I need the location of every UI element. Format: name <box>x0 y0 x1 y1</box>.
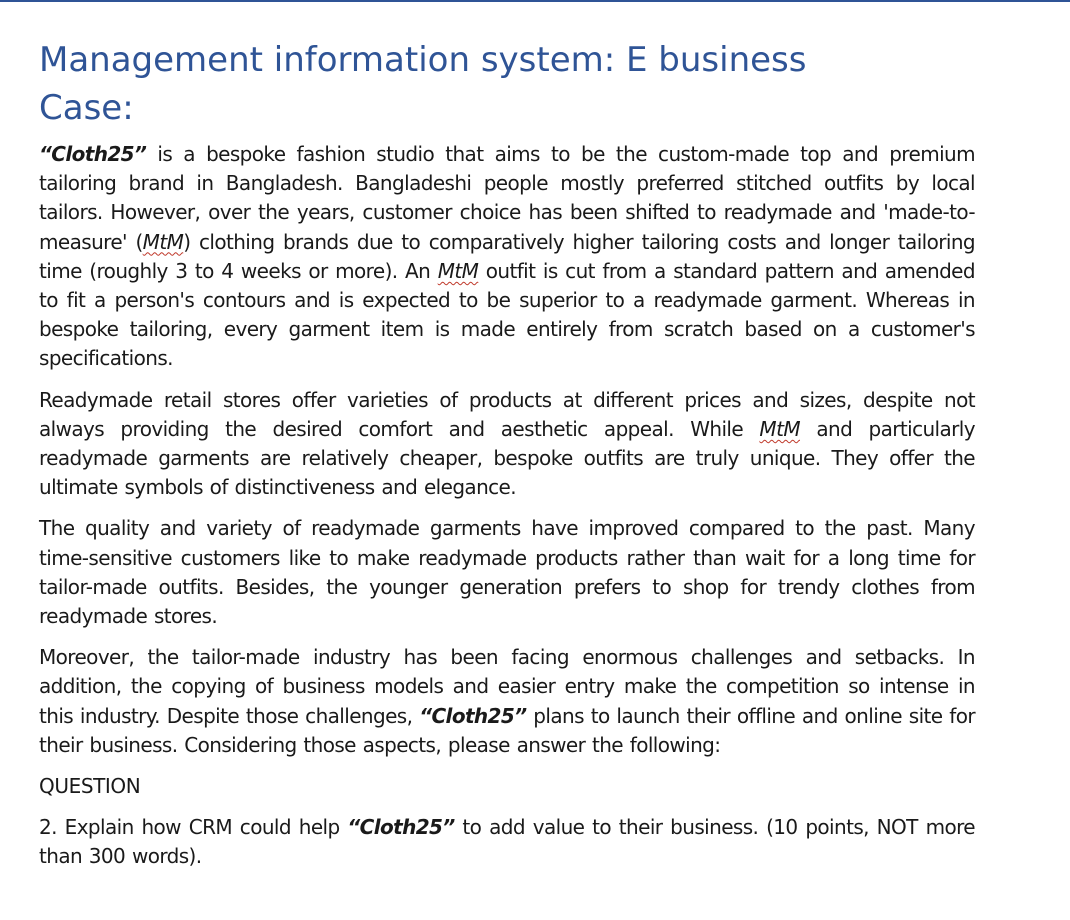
paragraph-4 <box>39 643 975 760</box>
brand-name: “Cloth25” <box>419 703 527 728</box>
document-page <box>39 36 975 883</box>
question-text-2: to add value to their business. (10 points, NOT more than 300 words). <box>39 815 975 869</box>
brand-name: “Cloth25” <box>39 142 147 166</box>
mtm-term: MtM <box>142 229 184 254</box>
title-line-2: Case: <box>39 88 134 128</box>
paragraph-2 <box>39 386 975 503</box>
paragraph-1 <box>39 140 975 374</box>
p2-text-2: and particularly readymade garments are relatively cheaper, bespoke outfits are truly unique. They offer the ultimate symbols of distinctiveness and elegance. <box>39 416 975 500</box>
question-text <box>39 813 975 871</box>
p1-text-3: outfit is cut from a standard pattern and amended to fit a person's contours and is expected to be superior to a readymade garment. Whereas in bespoke tailoring, every garment item is made entirely from scratch based on a customer's specifications. <box>39 258 975 371</box>
p2-text-1: Readymade retail stores offer varieties of products at different prices and sizes, despite not always providing the desired comfort and aesthetic appeal. While <box>39 387 975 441</box>
paragraph-3: The quality and variety of readymade garments have improved compared to the past. Many time-sensitive customers like to make readymade products rather than wait for a long time for tailor-made outfits. Besides, the younger generation prefers to shop for trendy clothes from readymade stores. <box>39 516 975 629</box>
p4-text-2: plans to launch their offline and online site for their business. Considering those aspects, please answer the following: <box>39 703 975 757</box>
document-title <box>39 36 975 132</box>
p4-text-1: Moreover, the tailor-made industry has been facing enormous challenges and setbacks. In addition, the copying of business models and easier entry make the competition so intense in this industry. Despite those challenges, <box>39 645 975 728</box>
question-heading: QUESTION <box>39 774 141 799</box>
p1-text-1: is a bespoke fashion studio that aims to be the custom-made top and premium tailoring brand in Bangladesh. Bangladeshi people mostly preferred stitched outfits by local tailors. However, over the years, customer choice has been shifted to readymade and 'made-to-measure' ( <box>39 142 975 254</box>
mtm-term: MtM <box>437 258 479 283</box>
brand-name: “Cloth25” <box>347 815 455 840</box>
mtm-term: MtM <box>759 416 800 441</box>
title-line-1: Management information system: E business <box>39 40 807 80</box>
header-rule <box>0 0 1070 2</box>
p1-text-2: ) clothing brands due to comparatively higher tailoring costs and longer tailoring time (roughly 3 to 4 weeks or more). An <box>39 229 975 283</box>
question-text-1: 2. Explain how CRM could help <box>39 815 348 840</box>
